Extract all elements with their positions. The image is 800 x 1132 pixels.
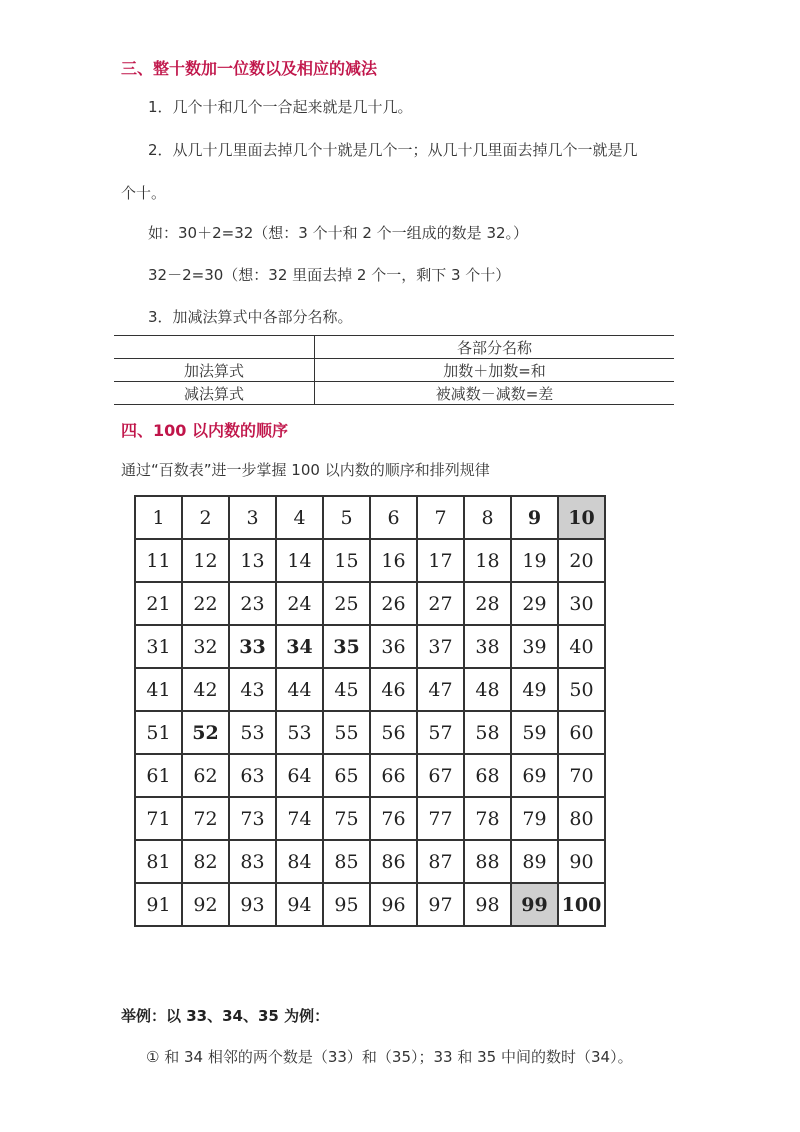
- grid-cell: 96: [370, 883, 417, 926]
- grid-cell: 53: [276, 711, 323, 754]
- grid-row: [135, 582, 605, 625]
- section3-heading: 三、整十数加一位数以及相应的减法: [121, 59, 378, 78]
- grid-cell: 34: [276, 625, 323, 668]
- grid-cell: 46: [370, 668, 417, 711]
- grid-cell: 56: [370, 711, 417, 754]
- grid-cell: 22: [182, 582, 229, 625]
- grid-cell: 66: [370, 754, 417, 797]
- grid-cell: 5: [323, 496, 370, 539]
- section3-point2-line1: 2．从几十几里面去掉几个十就是几个一；从几十几里面去掉几个一就是几: [148, 141, 638, 159]
- grid-cell: 80: [558, 797, 605, 840]
- grid-cell: 59: [511, 711, 558, 754]
- grid-cell: 23: [229, 582, 276, 625]
- grid-cell: 93: [229, 883, 276, 926]
- grid-cell: 21: [135, 582, 182, 625]
- grid-cell: 30: [558, 582, 605, 625]
- grid-row: [135, 496, 605, 539]
- grid-row: [135, 539, 605, 582]
- table-row: [114, 382, 674, 405]
- grid-cell: 99: [511, 883, 558, 926]
- grid-cell: 4: [276, 496, 323, 539]
- grid-cell: 64: [276, 754, 323, 797]
- grid-cell: 39: [511, 625, 558, 668]
- grid-row: [135, 797, 605, 840]
- grid-cell: 48: [464, 668, 511, 711]
- table-cell: 减法算式: [114, 382, 315, 405]
- section4-heading: 四、100 以内数的顺序: [121, 421, 288, 440]
- grid-cell: 49: [511, 668, 558, 711]
- grid-cell: 58: [464, 711, 511, 754]
- grid-cell: 70: [558, 754, 605, 797]
- hundred-chart: [134, 495, 606, 927]
- grid-cell: 77: [417, 797, 464, 840]
- grid-cell: 76: [370, 797, 417, 840]
- grid-cell: 89: [511, 840, 558, 883]
- grid-cell: 29: [511, 582, 558, 625]
- grid-row: [135, 754, 605, 797]
- grid-cell: 53: [229, 711, 276, 754]
- grid-cell: 15: [323, 539, 370, 582]
- grid-cell: 27: [417, 582, 464, 625]
- section3-point2-line2: 个十。: [121, 184, 167, 202]
- grid-row: [135, 668, 605, 711]
- subtraction-example: 32－2=30（想：32 里面去掉 2 个一，剩下 3 个十）: [148, 266, 511, 284]
- grid-cell: 78: [464, 797, 511, 840]
- grid-cell: 44: [276, 668, 323, 711]
- grid-cell: 67: [417, 754, 464, 797]
- table-header-row: [114, 336, 674, 359]
- table-cell: 加法算式: [114, 359, 315, 382]
- grid-cell: 71: [135, 797, 182, 840]
- grid-cell: 37: [417, 625, 464, 668]
- grid-cell: 38: [464, 625, 511, 668]
- grid-cell: 18: [464, 539, 511, 582]
- grid-cell: 16: [370, 539, 417, 582]
- grid-cell: 82: [182, 840, 229, 883]
- grid-cell: 19: [511, 539, 558, 582]
- grid-cell: 12: [182, 539, 229, 582]
- grid-cell: 17: [417, 539, 464, 582]
- section3-point3: 3．加减法算式中各部分名称。: [148, 308, 353, 326]
- grid-cell: 42: [182, 668, 229, 711]
- grid-cell: 26: [370, 582, 417, 625]
- grid-cell: 79: [511, 797, 558, 840]
- grid-cell: 8: [464, 496, 511, 539]
- grid-row: [135, 625, 605, 668]
- grid-cell: 87: [417, 840, 464, 883]
- grid-cell: 1: [135, 496, 182, 539]
- table-header-cell: [114, 336, 315, 359]
- section4-intro: 通过“百数表”进一步掌握 100 以内数的顺序和排列规律: [121, 461, 490, 479]
- grid-cell: 50: [558, 668, 605, 711]
- grid-cell: 85: [323, 840, 370, 883]
- grid-cell: 43: [229, 668, 276, 711]
- grid-cell: 61: [135, 754, 182, 797]
- grid-cell: 81: [135, 840, 182, 883]
- grid-cell: 83: [229, 840, 276, 883]
- grid-cell: 69: [511, 754, 558, 797]
- grid-cell: 36: [370, 625, 417, 668]
- grid-cell: 84: [276, 840, 323, 883]
- addition-example: 如：30＋2=32（想：3 个十和 2 个一组成的数是 32。）: [148, 224, 529, 242]
- grid-cell: 41: [135, 668, 182, 711]
- grid-cell: 32: [182, 625, 229, 668]
- grid-cell: 45: [323, 668, 370, 711]
- grid-cell: 94: [276, 883, 323, 926]
- grid-row: [135, 883, 605, 926]
- grid-cell: 9: [511, 496, 558, 539]
- grid-cell: 86: [370, 840, 417, 883]
- grid-cell: 6: [370, 496, 417, 539]
- grid-cell: 10: [558, 496, 605, 539]
- grid-cell: 95: [323, 883, 370, 926]
- grid-cell: 75: [323, 797, 370, 840]
- grid-cell: 11: [135, 539, 182, 582]
- grid-cell: 97: [417, 883, 464, 926]
- grid-cell: 7: [417, 496, 464, 539]
- grid-cell: 60: [558, 711, 605, 754]
- grid-cell: 40: [558, 625, 605, 668]
- grid-cell: 90: [558, 840, 605, 883]
- grid-cell: 73: [229, 797, 276, 840]
- grid-cell: 51: [135, 711, 182, 754]
- grid-cell: 65: [323, 754, 370, 797]
- grid-cell: 25: [323, 582, 370, 625]
- grid-cell: 28: [464, 582, 511, 625]
- parts-name-table: [114, 335, 674, 405]
- grid-cell: 3: [229, 496, 276, 539]
- grid-cell: 35: [323, 625, 370, 668]
- grid-cell: 20: [558, 539, 605, 582]
- grid-row: [135, 711, 605, 754]
- grid-cell: 62: [182, 754, 229, 797]
- grid-row: [135, 840, 605, 883]
- grid-cell: 13: [229, 539, 276, 582]
- grid-cell: 14: [276, 539, 323, 582]
- grid-cell: 52: [182, 711, 229, 754]
- table-cell: 加数＋加数=和: [443, 361, 546, 380]
- grid-cell: 74: [276, 797, 323, 840]
- grid-cell: 33: [229, 625, 276, 668]
- example-item1: ① 和 34 相邻的两个数是（33）和（35）；33 和 35 中间的数时（34）。: [146, 1048, 633, 1066]
- grid-cell: 31: [135, 625, 182, 668]
- grid-cell: 98: [464, 883, 511, 926]
- table-cell: 被减数－减数=差: [435, 384, 554, 403]
- grid-cell: 2: [182, 496, 229, 539]
- grid-cell: 92: [182, 883, 229, 926]
- grid-cell: 63: [229, 754, 276, 797]
- example-heading: 举例：以 33、34、35 为例：: [121, 1007, 330, 1025]
- grid-cell: 57: [417, 711, 464, 754]
- grid-cell: 88: [464, 840, 511, 883]
- table-row: [114, 359, 674, 382]
- grid-cell: 100: [558, 883, 605, 926]
- section3-point1: 1．几个十和几个一合起来就是几十几。: [148, 98, 413, 116]
- grid-cell: 47: [417, 668, 464, 711]
- table-header-cell: 各部分名称: [456, 338, 532, 357]
- grid-cell: 55: [323, 711, 370, 754]
- grid-cell: 91: [135, 883, 182, 926]
- grid-cell: 68: [464, 754, 511, 797]
- grid-cell: 24: [276, 582, 323, 625]
- grid-cell: 72: [182, 797, 229, 840]
